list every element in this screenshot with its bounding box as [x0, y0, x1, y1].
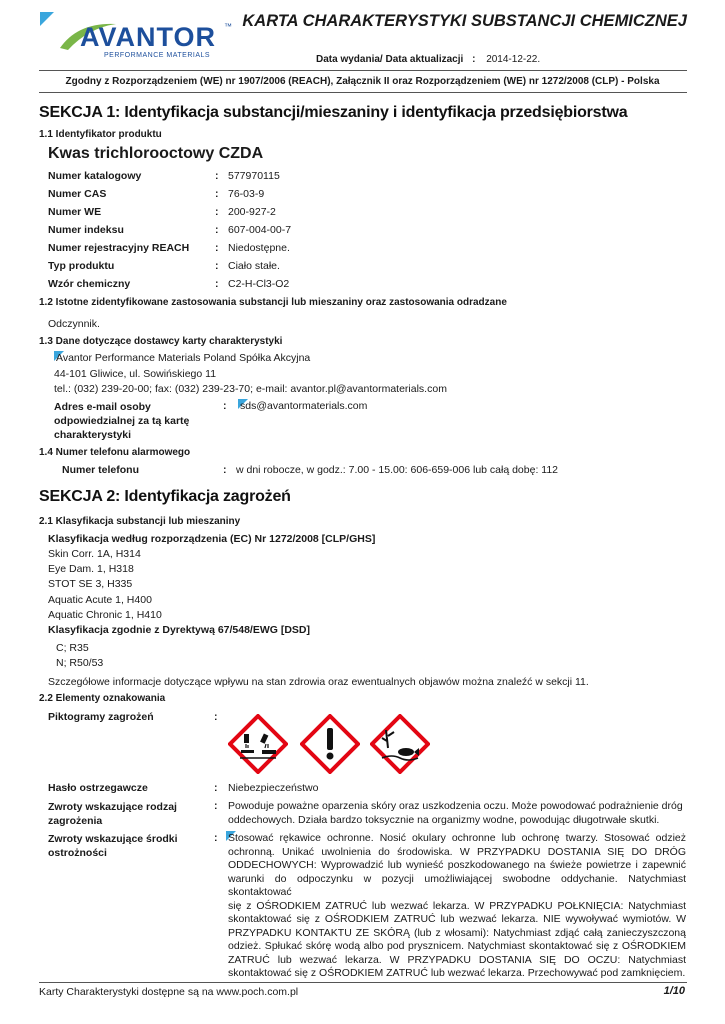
environment-icon — [370, 714, 430, 774]
signal-word-colon: : — [214, 782, 218, 794]
email-label-line: charakterystyki — [54, 429, 132, 441]
identifier-label: Numer CAS — [48, 188, 107, 200]
precautionary-statements-label — [48, 832, 178, 860]
clp-item: Aquatic Acute 1, H400 — [48, 593, 152, 606]
logo-mark-icon — [40, 12, 54, 26]
subsection-2-1: 2.1 Klasyfikacja substancji lub mieszaniny — [39, 516, 241, 527]
precaution-label-line: Zwroty wskazujące środki — [48, 833, 178, 845]
clp-item: STOT SE 3, H335 — [48, 578, 133, 591]
phone-colon: : — [223, 464, 227, 476]
compliance-note: Zgodny z Rozporządzeniem (WE) nr 1907/2006 (REACH), Załącznik II oraz Rozporządzeniem (WE) nr 1272/2008 (CLP) - Polska — [65, 76, 660, 87]
identifier-value: 607-004-00-7 — [228, 224, 292, 236]
identifier-label: Typ produktu — [48, 260, 115, 272]
identifier-colon: : — [215, 224, 219, 236]
corrosion-icon — [228, 714, 288, 774]
subsection-1-4: 1.4 Numer telefonu alarmowego — [39, 447, 191, 458]
identifier-label: Numer indeksu — [48, 224, 124, 236]
supplier-line: Avantor Performance Materials Poland Spółka Akcyjna — [56, 352, 311, 364]
identifier-colon: : — [215, 188, 219, 200]
dsd-item: N; R50/53 — [56, 656, 104, 669]
identifier-colon: : — [215, 206, 219, 218]
logo-text: AVANTOR — [80, 22, 217, 52]
issue-date-colon: : — [472, 54, 476, 65]
pictograms-colon: : — [214, 711, 218, 723]
footer-availability: Karty Charakterystyki dostępne są na www.poch.com.pl — [39, 986, 299, 998]
precaution-line: ochronną. Unikać uwolnienia do środowiska. W PRZYPADKU DOSTANIA SIĘ DO DRÓG — [228, 845, 686, 858]
clp-item: Aquatic Chronic 1, H410 — [48, 608, 162, 621]
hazard-line: oddechowych. Działa bardzo toksycznie na organizmy wodne, powodując długotrwałe skutki. — [228, 813, 660, 826]
precaution-line: ODDECHOWYCH: Wyprowadzić lub wynieść poszkodowanego na świeże powietrze i zapewnić — [228, 859, 686, 871]
precaution-line: odzież. Spłukać skórę wodą albo pod prysznicem. Natychmiast skontaktować się z OŚRODKIEM — [228, 940, 686, 952]
hazard-statements-label — [48, 800, 177, 828]
identifier-label: Wzór chemiczny — [48, 278, 131, 290]
subsection-1-1: 1.1 Identyfikator produktu — [39, 129, 162, 140]
hazard-colon: : — [214, 800, 218, 812]
precaution-line: się z OŚRODKIEM ZATRUĆ lub wezwać lekarza. W PRZYPADKU POŁKNIĘCIA: Natychmiast — [228, 899, 686, 912]
document-title: KARTA CHARAKTERYSTYKI SUBSTANCJI CHEMICZNEJ — [242, 12, 687, 30]
precaution-line: ZATRUĆ lub wezwać lekarza. W PRZYPADKU DOSTANIA SIĘ DO OCZU: Natychmiast — [228, 953, 686, 966]
email-label-line: Adres e-mail osoby — [54, 401, 151, 413]
identifier-label: Numer katalogowy — [48, 170, 142, 182]
hazard-statements — [228, 800, 683, 827]
logo — [40, 8, 240, 63]
precaution-label-line: ostrożności — [48, 847, 107, 859]
clp-list — [48, 547, 162, 623]
exclamation-icon — [300, 714, 360, 774]
identifier-value: 577970115 — [228, 170, 280, 182]
logo-tm: ™ — [224, 22, 232, 31]
precautionary-statements — [228, 832, 686, 981]
email-colon: : — [223, 400, 227, 412]
section-2-title: SEKCJA 2: Identyfikacja zagrożeń — [39, 488, 291, 505]
identifier-value: Ciało stałe. — [228, 260, 280, 272]
supplier-line: tel.: (032) 239-20-00; fax: (032) 239-23-70; e-mail: avantor.pl@avantormaterials.com — [54, 383, 447, 395]
precaution-line: PRZYPADKU KONTAKTU ZE SKÓRĄ (lub z włosami): Natychmiast zdjąć całą zanieczyszczoną — [228, 926, 686, 939]
precaution-line: skontaktować się z OŚRODKIEM ZATRUĆ lub wezwać lekarza. Przechowywać pod zamknięciem. — [228, 967, 686, 979]
page-number: 1/10 — [663, 985, 685, 997]
product-name: Kwas trichlorooctowy CZDA — [48, 145, 264, 162]
logo-subtitle: PERFORMANCE MATERIALS — [104, 52, 211, 59]
subsection-2-2: 2.2 Elementy oznakowania — [39, 693, 166, 704]
signal-word: Niebezpieczeństwo — [228, 782, 319, 794]
clp-item: Skin Corr. 1A, H314 — [48, 548, 141, 560]
supplier-line: 44-101 Gliwice, ul. Sowińskiego 11 — [54, 368, 217, 380]
identifier-value: C2-H-Cl3-O2 — [228, 278, 290, 290]
phone-label: Numer telefonu — [62, 464, 140, 476]
section-1-title: SEKCJA 1: Identyfikacja substancji/mieszaniny i identyfikacja przedsiębiorstwa — [39, 104, 628, 121]
identifier-colon: : — [215, 260, 219, 272]
hazard-label-line: zagrożenia — [48, 815, 103, 827]
issue-date: 2014-12-22. — [486, 54, 541, 65]
hazard-label-line: Zwroty wskazujące rodzaj — [48, 801, 177, 813]
email-link[interactable]: sds@avantormaterials.com — [240, 400, 368, 412]
identifier-colon: : — [215, 170, 219, 182]
precaution-line: skontaktować się z OŚRODKIEM ZATRUĆ lub wezwać lekarza. NIE wywoływać wymiotów. W — [228, 913, 686, 925]
dsd-list — [56, 641, 103, 670]
identifier-label: Numer WE — [48, 206, 102, 218]
issue-date-label: Data wydania/ Data aktualizacji — [316, 54, 464, 65]
email-contact-label — [54, 400, 189, 442]
identifier-colon: : — [215, 242, 219, 254]
dsd-item: C; R35 — [56, 642, 89, 654]
clp-heading: Klasyfikacja według rozporządzenia (EC) Nr 1272/2008 [CLP/GHS] — [48, 533, 376, 545]
details-note: Szczegółowe informacje dotyczące wpływu na stan zdrowia oraz ewentualnych objawów można znaleźć w sekcji 11. — [48, 676, 589, 688]
hazard-line: Powoduje poważne oparzenia skóry oraz uszkodzenia oczu. Może powodować podrażnienie dróg — [228, 800, 683, 812]
clp-item: Eye Dam. 1, H318 — [48, 563, 134, 576]
precaution-colon: : — [214, 832, 218, 844]
precaution-line: Stosować rękawice ochronne. Nosić okulary ochronne lub ochronę twarzy. Stosować odzież — [228, 832, 686, 844]
precaution-line: warunki do odpoczynku w pozycji umożliwiającej swobodne oddychanie. Natychmiast skontaktować — [228, 872, 686, 898]
subsection-1-2: 1.2 Istotne zidentyfikowane zastosowania substancji lub mieszaniny oraz zastosowania odradzane — [39, 297, 507, 308]
dsd-heading: Klasyfikacja zgodnie z Dyrektywą 67/548/EWG [DSD] — [48, 624, 311, 636]
identifier-value: 200-927-2 — [228, 206, 276, 218]
identifier-value: 76-03-9 — [228, 188, 265, 200]
pictograms-label: Piktogramy zagrożeń — [48, 711, 154, 723]
identifier-colon: : — [215, 278, 219, 290]
email-label-line: odpowiedzialnej za tą kartę — [54, 415, 190, 427]
subsection-1-3: 1.3 Dane dotyczące dostawcy karty charakterystyki — [39, 336, 283, 347]
phone-value: w dni robocze, w godz.: 7.00 - 15.00: 606-659-006 lub całą dobę: 112 — [236, 464, 559, 476]
identifier-value: Niedostępne. — [228, 242, 290, 254]
identified-use: Odczynnik. — [48, 318, 100, 330]
signal-word-label: Hasło ostrzegawcze — [48, 782, 148, 794]
identifier-label: Numer rejestracyjny REACH — [48, 242, 190, 254]
